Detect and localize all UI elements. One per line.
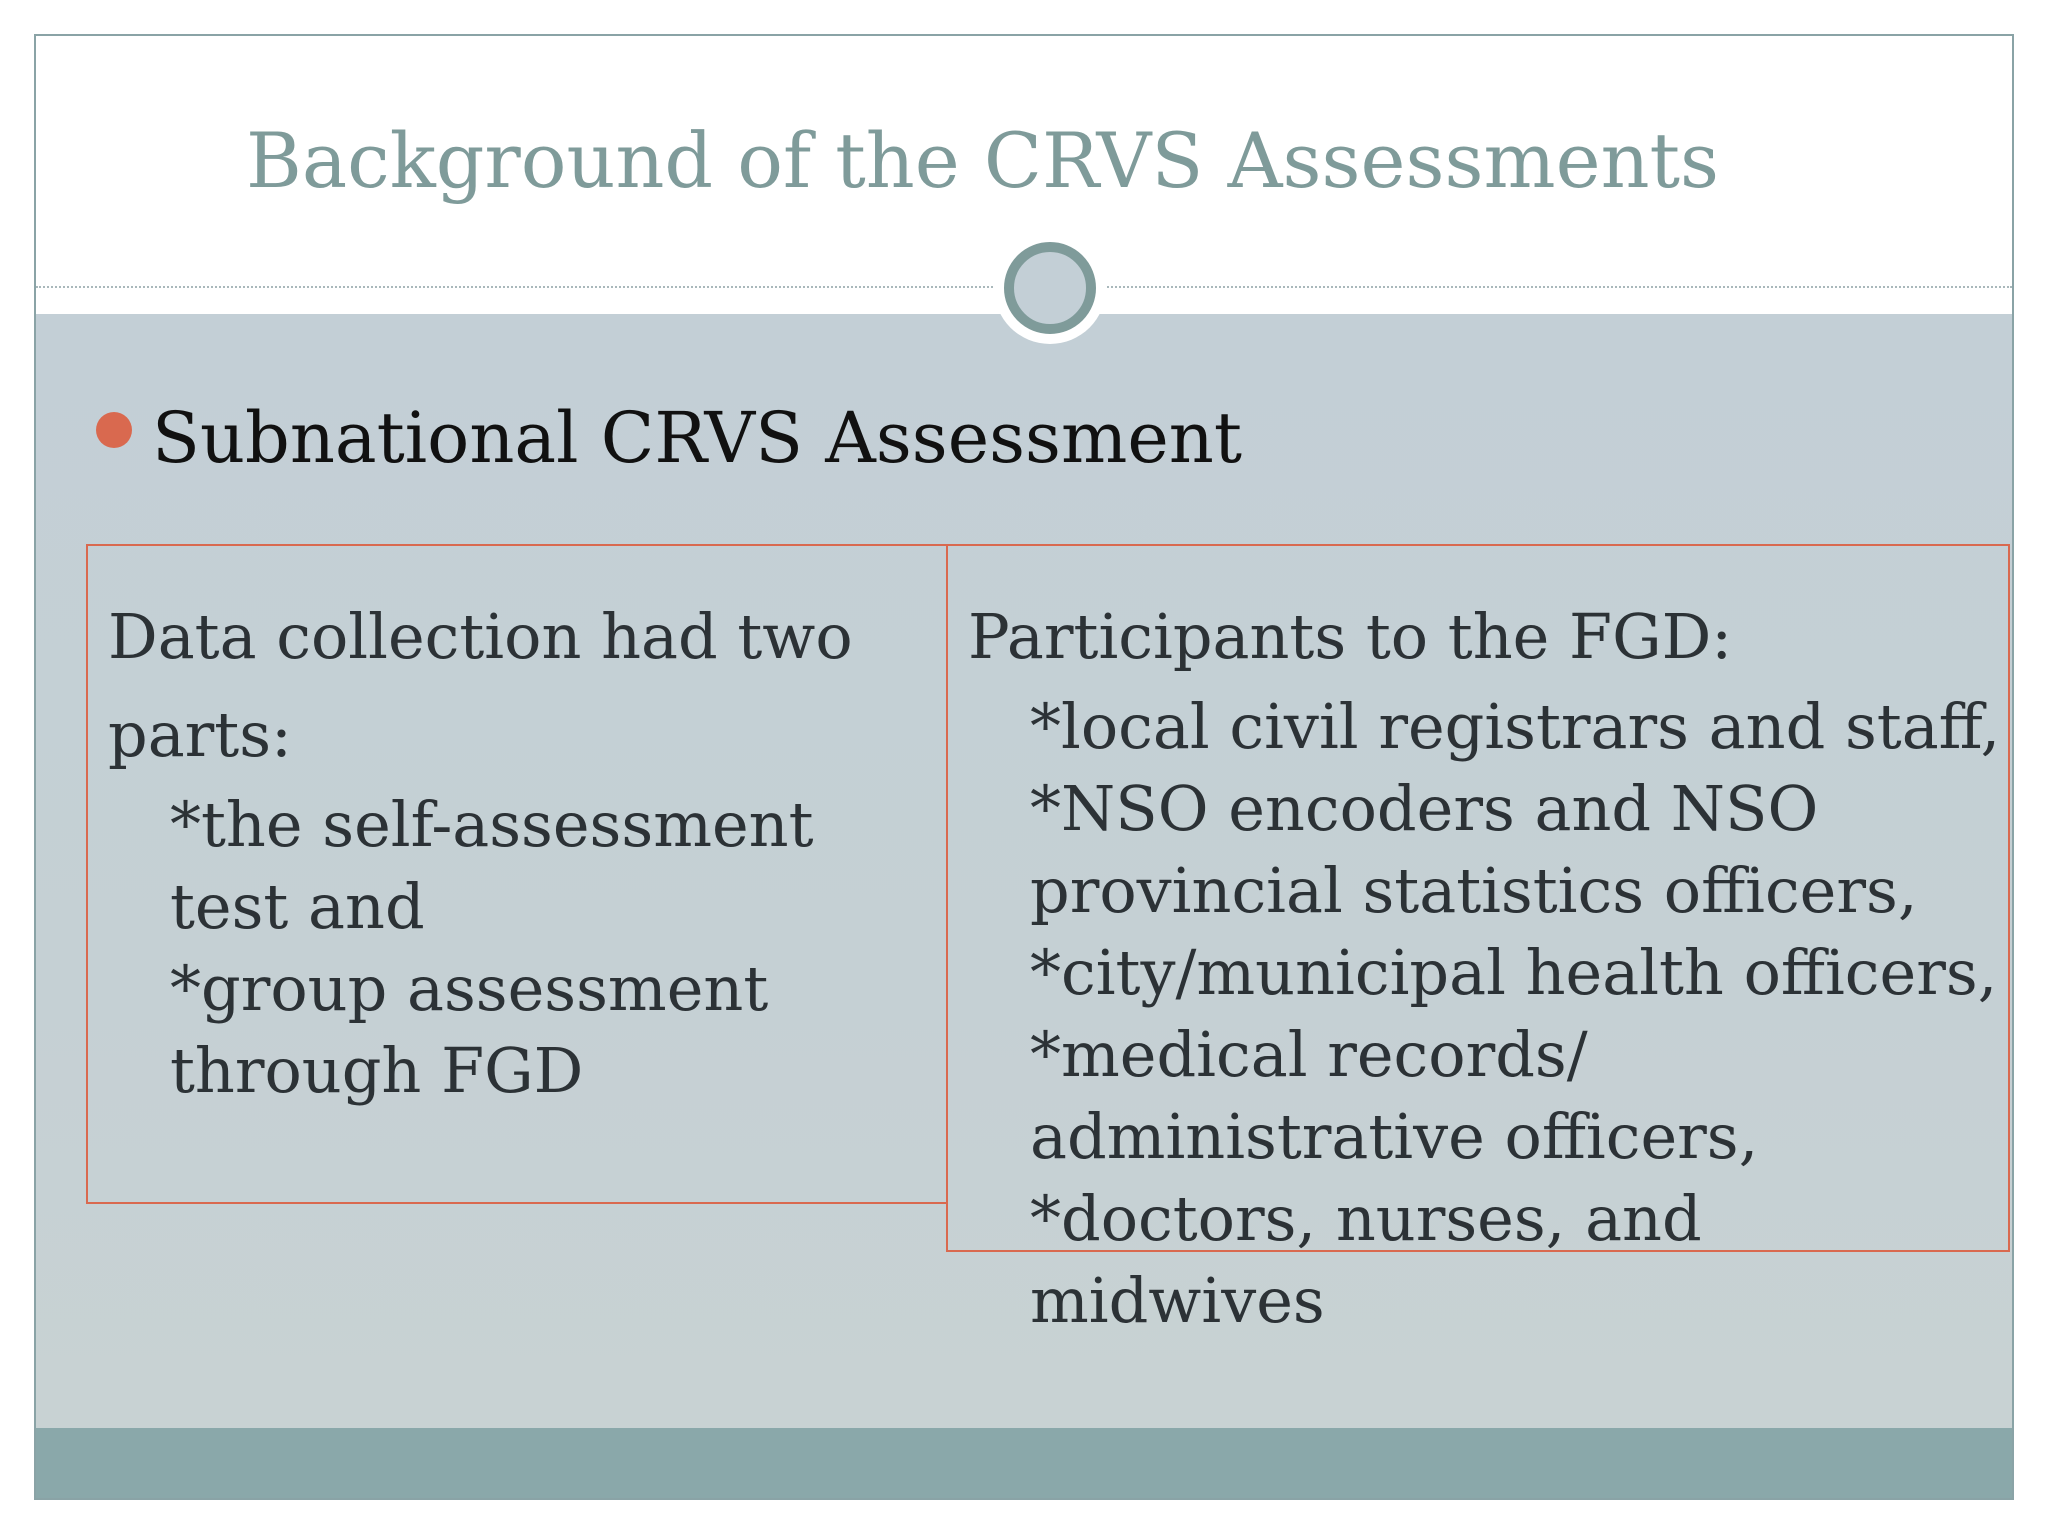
- slide-frame: [34, 34, 2014, 1500]
- participants-item-4: *medical records/ administrative officers,: [1030, 1018, 1759, 1173]
- participants-lead: Participants to the FGD:: [968, 600, 1733, 673]
- data-collection-item-1: *the self-assessment test and: [170, 788, 814, 943]
- slide-title: Background of the CRVS Assessments: [246, 116, 1720, 205]
- participants-item-5: *doctors, nurses, and midwives: [1030, 1182, 1702, 1337]
- data-collection-item-2: *group assessment through FGD: [170, 952, 769, 1107]
- bullet-text: Subnational CRVS Assessment: [152, 397, 1242, 479]
- footer-band: [36, 1428, 2012, 1498]
- ring-shape: [1004, 242, 1096, 334]
- data-collection-lead: Data collection had two parts:: [108, 600, 853, 771]
- participants-item-2: *NSO encoders and NSO provincial statistics officers,: [1030, 772, 1918, 927]
- content-area: [36, 314, 2012, 1434]
- participants-item-1: *local civil registrars and staff,: [1030, 690, 2001, 763]
- bullet-item: [96, 388, 1242, 488]
- data-collection-box: [86, 544, 948, 1204]
- bullet-dot-icon: [96, 412, 132, 448]
- participants-item-3: *city/municipal health officers,: [1030, 936, 1998, 1009]
- circle-ornament-icon: [994, 232, 1106, 344]
- participants-box: [946, 544, 2010, 1337]
